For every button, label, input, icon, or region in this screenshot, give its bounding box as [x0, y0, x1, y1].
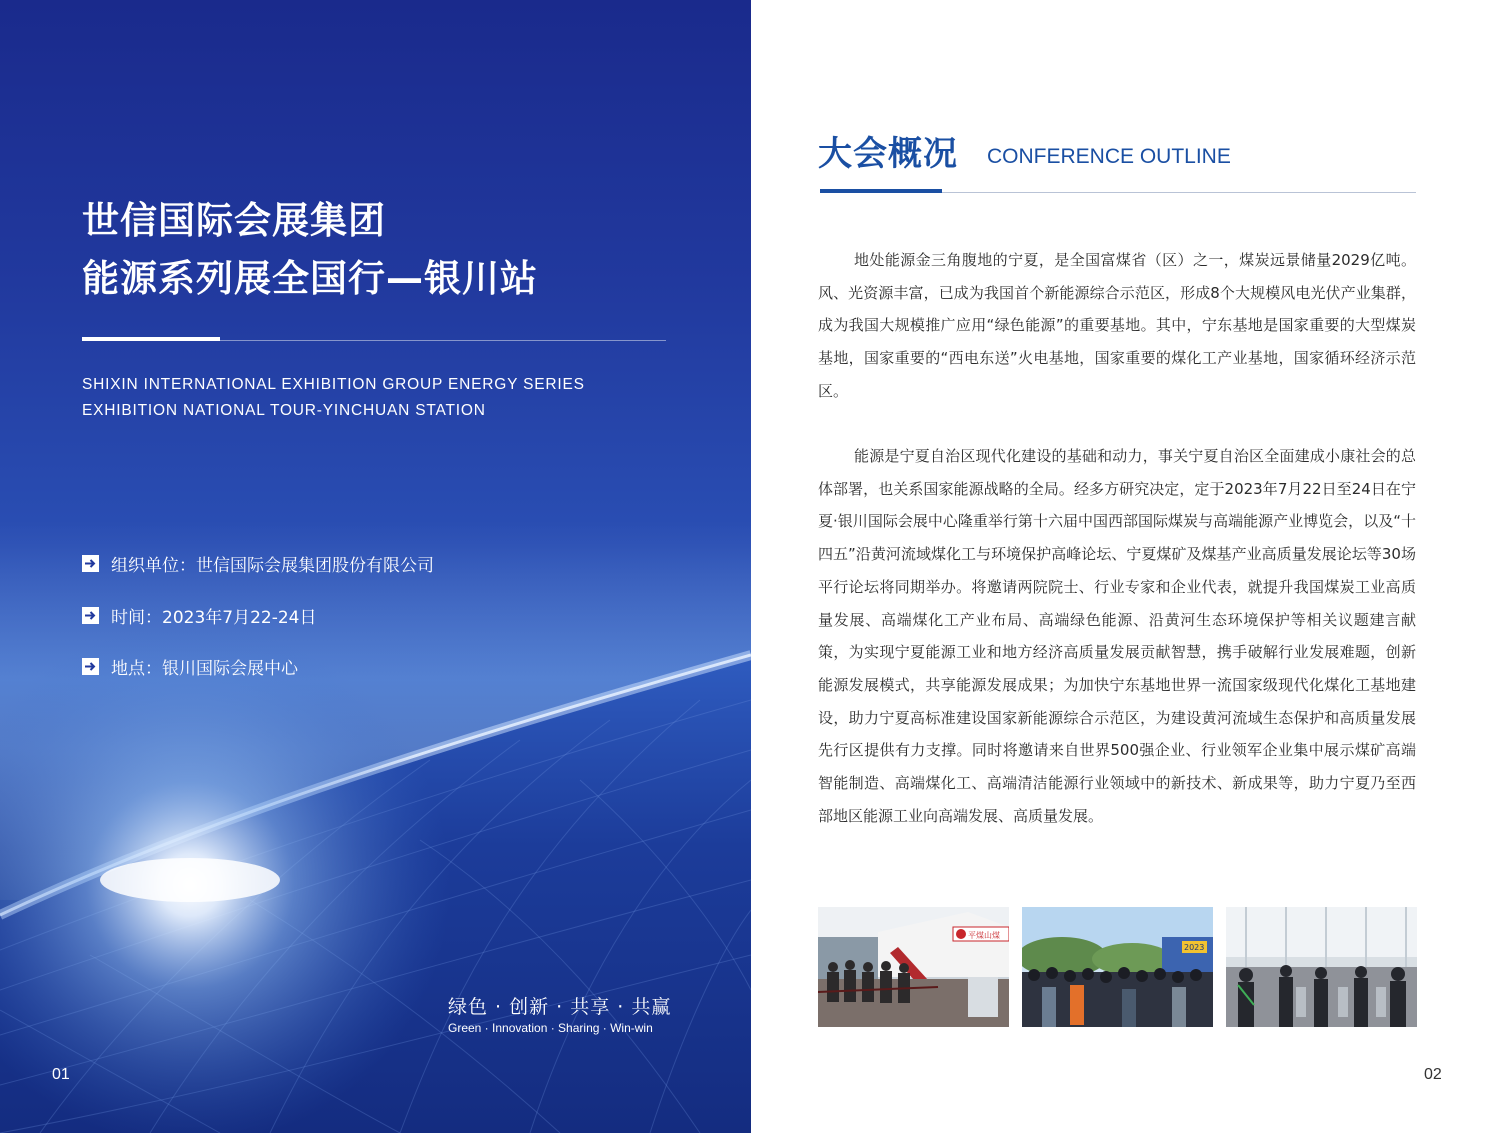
section-divider-thin: [942, 192, 1416, 193]
section-divider-thick: [820, 189, 942, 193]
organizer-row: [82, 551, 434, 576]
organizer-text: 组织单位：世信国际会展集团股份有限公司: [111, 556, 434, 576]
crowd-outdoor-photo: [1022, 907, 1213, 1027]
cover-subtitle-line1: SHIXIN INTERNATIONAL EXHIBITION GROUP ENERGY SERIES: [82, 376, 585, 393]
exhibition-booth-photo: [818, 907, 1009, 1027]
cover-title-line1: 世信国际会展集团: [82, 199, 386, 242]
cover-title-line2: 能源系列展全国行—银川站: [82, 257, 538, 300]
section-title-en: CONFERENCE OUTLINE: [987, 145, 1231, 168]
cover-subtitle-en: [82, 372, 585, 424]
venue-text: 地点：银川国际会展中心: [111, 659, 298, 679]
booth-sign-text: 平煤山煤: [968, 931, 1000, 940]
outline-paragraph-2: 能源是宁夏自治区现代化建设的基础和动力，事关宁夏自治区全面建成小康社会的总体部署，也关系国家能源战略的全局。经多方研究决定，定于2023年7月22日至24日在宁夏·银川国际会展中心隆重举行第十六届中国西部国际煤炭与高端能源产业博览会，以及“十四五”沿黄河流域煤化工与环境保护高峰论坛、宁夏煤矿及煤基产业高质量发展论坛等30场平行论坛将同期举办。将邀请两院院士、行业专家和企业代表，就提升我国煤炭工业高质量发展、高端煤化工产业布局、高端绿色能源、沿黄河生态环境保护等相关议题建言献策，为实现宁夏能源工业和地方经济高质量发展贡献智慧，携手破解行业发展难题，创新能源发展模式，共享能源发展成果；为加快宁东基地世界一流国家级现代化煤化工基地建设，助力宁夏高标准建设国家新能源综合示范区，为建设黄河流域生态保护和高质量发展先行区提供有力支撑。同时将邀请来自世界500强企业、行业领军企业集中展示煤矿高端智能制造、高端煤化工、高端清洁能源行业领域中的新技术、新成果等，助力宁夏乃至西部地区能源工业向高端发展、高质量发展。: [818, 447, 1416, 825]
slogan-en: Green · Innovation · Sharing · Win-win: [448, 1021, 653, 1035]
outline-paragraph-1: 地处能源金三角腹地的宁夏，是全国富煤省（区）之一，煤炭远景储量2029亿吨。风、光资源丰富，已成为我国首个新能源综合示范区，形成8个大规模风电光伏产业集群，成为我国大规模推广应用“绿色能源”的重要基地。其中，宁东基地是国家重要的大型煤炭基地，国家重要的“西电东送”火电基地，国家重要的煤化工产业基地，国家循环经济示范区。: [818, 251, 1416, 400]
arrow-right-icon: [82, 607, 99, 624]
slogan-cn: 绿色 · 创新 · 共享 · 共赢: [448, 996, 672, 1018]
cover-title: [82, 192, 538, 308]
section-title-cn: 大会概况: [818, 134, 958, 174]
cover-divider-thick: [82, 337, 220, 341]
page-number-left: 01: [52, 1066, 70, 1083]
arrow-right-icon: [82, 658, 99, 675]
date-row: [82, 603, 316, 628]
date-text: 时间：2023年7月22-24日: [111, 608, 317, 628]
venue-row: [82, 654, 298, 679]
page-number-right: 02: [1424, 1066, 1442, 1083]
cover-subtitle-line2: EXHIBITION NATIONAL TOUR-YINCHUAN STATION: [82, 402, 486, 419]
cover-divider-thin: [220, 340, 666, 341]
arrow-right-icon: [82, 555, 99, 572]
entrance-gates-photo: [1226, 907, 1417, 1027]
banner-text: 2023: [1184, 943, 1205, 952]
